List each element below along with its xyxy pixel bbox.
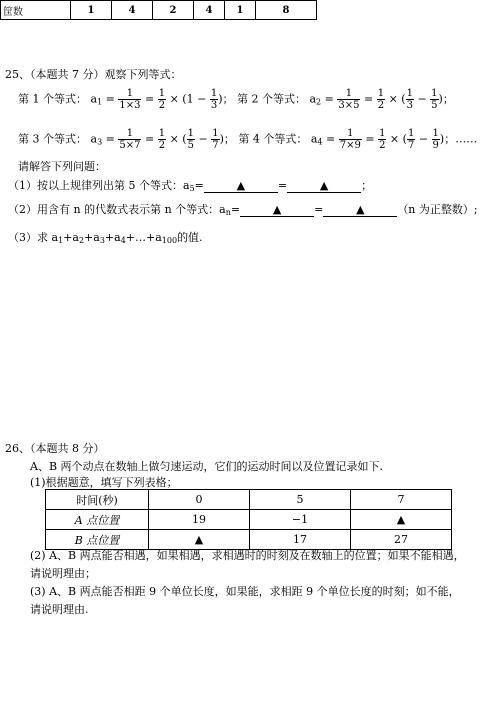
table-header: 时间(秒) xyxy=(46,490,149,510)
q26-part3-line1: (3) A、B 两点能否相距 9 个单位长度，如果能，求相距 9 个单位长度的时刻；如不能， xyxy=(30,585,460,598)
q25-prompt: 请解答下列问题： xyxy=(18,160,106,173)
fraction: $\frac{1}{3}$ xyxy=(210,88,218,111)
q25-part2: （2）用含有 n 的代数式表示第 n 个等式：$a_n=$ ▲ = ▲ （n 为正整数）; xyxy=(8,203,478,217)
answer-blank[interactable]: ▲ xyxy=(287,179,361,193)
fraction: $\frac{1}{2}$ xyxy=(158,128,166,151)
table-cell: 1 xyxy=(225,1,256,20)
q26-intro: A、B 两个动点在数轴上做匀速运动，它们的运动时间以及位置记录如下. xyxy=(30,460,384,473)
table-row xyxy=(46,490,452,510)
q26-part3-line2: 请说明理由. xyxy=(30,603,89,616)
table-cell: 8 xyxy=(256,1,317,20)
fraction: $\frac{1}{1\times 3}$ xyxy=(119,88,141,111)
table-cell-label: 筐数 xyxy=(1,1,71,20)
var-a: a xyxy=(90,92,98,106)
table-cell: 27 xyxy=(351,530,452,550)
fraction: $\frac{1}{7}$ xyxy=(407,128,415,151)
answer-blank[interactable]: ▲ xyxy=(204,179,278,193)
q25-equation-line1: 第 1 个等式： $a_1$ = $\frac{1}{1\times 3}$ = $\frac{1}{2}$ × (1 − $\frac{1}{3}$ )； 第 2 个等式： $a_2$ = $\frac{1}{3\times 5}$ = $\frac{1}{2}$ × ( $\frac{1}{3}$ − $\frac{1}{5}$ )； xyxy=(18,88,454,111)
table-cell: 4 xyxy=(194,1,225,20)
answer-blank[interactable]: ▲ xyxy=(240,203,314,217)
q25-part3: （3）求 $a_1+a_2+a_3+a_4+\dots+a_{100}$的值. xyxy=(8,231,203,245)
q25-part1: （1）按以上规律列出第 5 个等式：$a_5=$ ▲ = ▲ ； xyxy=(8,179,373,193)
q25-title: 25、（本题共 7 分）观察下列等式： xyxy=(5,68,182,81)
q26-position-table xyxy=(45,489,452,550)
table-cell: 4 xyxy=(112,1,153,20)
fraction: $\frac{1}{9}$ xyxy=(432,128,439,151)
table-cell: −1 xyxy=(250,510,351,530)
table-header: 5 xyxy=(250,490,351,510)
table-cell: 1 xyxy=(71,1,112,20)
fraction: $\frac{1}{2}$ xyxy=(158,88,166,111)
subscript: 1 xyxy=(97,97,103,107)
table-cell: 19 xyxy=(149,510,250,530)
table-row xyxy=(46,510,452,530)
eq-label: 第 2 个等式： xyxy=(236,92,306,106)
table-header: 7 xyxy=(351,490,452,510)
q25-equation-line2: 第 3 个等式： $a_3$ = $\frac{1}{5\times 7}$ = $\frac{1}{2}$ × ( $\frac{1}{5}$ − $\frac{1}{7}$ )； 第 4 个等式： $a_4$ = $\frac{1}{7\times 9}$ = $\frac{1}{2}$ × ( $\frac{1}{7}$ − $\frac{1}{9}$ )；…… xyxy=(18,128,478,151)
q26-part2-line1: (2) A、B 两点能否相遇，如果相遇，求相遇时的时刻及在数轴上的位置；如果不能相遇， xyxy=(30,549,465,562)
table-cell: A 点位置 xyxy=(46,510,149,530)
fraction: $\frac{1}{5\times 7}$ xyxy=(119,128,141,151)
answer-cell[interactable]: ▲ xyxy=(351,510,452,530)
eq-label: 第 1 个等式： xyxy=(18,92,87,106)
table-header: 0 xyxy=(149,490,250,510)
q26-title: 26、（本题共 8 分） xyxy=(5,442,105,455)
fraction: $\frac{1}{7}$ xyxy=(212,128,219,151)
q26-part1: (1)根据题意，填写下列表格； xyxy=(30,476,178,489)
answer-cell[interactable]: ▲ xyxy=(149,530,250,550)
fraction: $\frac{1}{5}$ xyxy=(187,128,194,151)
eq-label: 第 4 个等式： xyxy=(238,132,308,146)
fraction: $\frac{1}{7\times 9}$ xyxy=(339,128,361,151)
table-row xyxy=(1,1,317,20)
q26-part2-line2: 请说明理由； xyxy=(30,567,96,580)
fraction: $\frac{1}{2}$ xyxy=(377,88,385,111)
fraction: $\frac{1}{3\times 5}$ xyxy=(338,88,360,111)
fraction: $\frac{1}{2}$ xyxy=(379,128,386,151)
fraction: $\frac{1}{5}$ xyxy=(431,88,438,111)
table-cell: B 点位置 xyxy=(46,530,149,550)
top-data-table xyxy=(0,0,317,20)
eq-label: 第 3 个等式： xyxy=(18,132,87,146)
answer-blank[interactable]: ▲ xyxy=(323,203,397,217)
table-cell: 17 xyxy=(250,530,351,550)
fraction: $\frac{1}{3}$ xyxy=(406,88,413,111)
table-cell: 2 xyxy=(153,1,194,20)
